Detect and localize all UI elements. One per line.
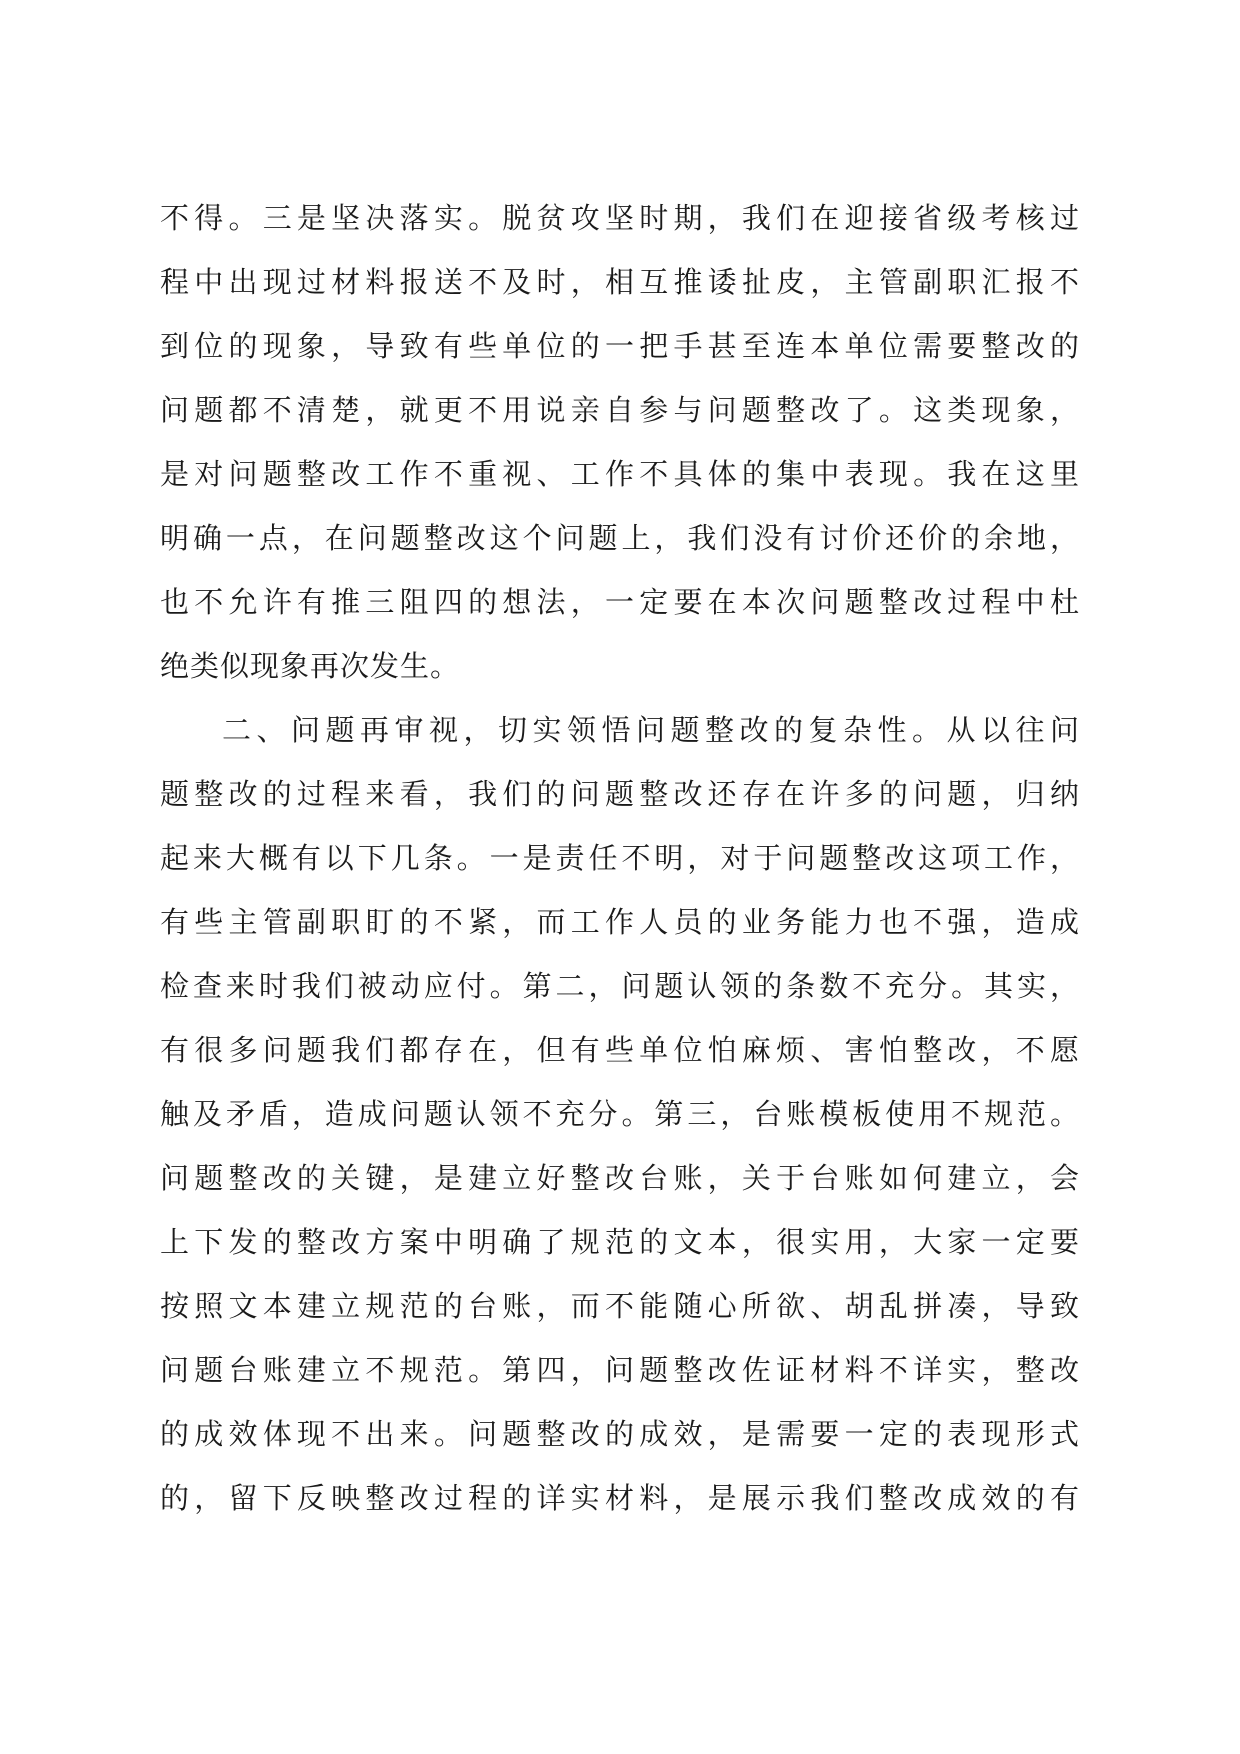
- text-line: 问题台账建立不规范。第四，问题整改佐证材料不详实，整改: [160, 1353, 1080, 1387]
- text-line: 也不允许有推三阻四的想法，一定要在本次问题整改过程中杜: [160, 585, 1080, 619]
- text-line: 起来大概有以下几条。一是责任不明，对于问题整改这项工作，: [160, 841, 1080, 875]
- text-line: 题整改的过程来看，我们的问题整改还存在许多的问题，归纳: [160, 777, 1080, 811]
- paragraph-end-line: 绝类似现象再次发生。: [160, 649, 461, 683]
- text-line: 到位的现象，导致有些单位的一把手甚至连本单位需要整改的: [160, 329, 1080, 363]
- text-line: 有很多问题我们都存在，但有些单位怕麻烦、害怕整改，不愿: [160, 1033, 1080, 1067]
- text-line: 触及矛盾，造成问题认领不充分。第三，台账模板使用不规范。: [160, 1097, 1080, 1131]
- text-line: 明确一点，在问题整改这个问题上，我们没有讨价还价的余地，: [160, 521, 1080, 555]
- text-line: 不得。三是坚决落实。脱贫攻坚时期，我们在迎接省级考核过: [160, 201, 1080, 235]
- paragraph-start-line: 二、问题再审视，切实领悟问题整改的复杂性。从以往问: [222, 713, 1080, 747]
- text-line: 有些主管副职盯的不紧，而工作人员的业务能力也不强，造成: [160, 905, 1080, 939]
- document-body: [160, 186, 1080, 1530]
- text-line: 问题整改的关键，是建立好整改台账，关于台账如何建立，会: [160, 1161, 1080, 1195]
- text-line: 按照文本建立规范的台账，而不能随心所欲、胡乱拼凑，导致: [160, 1289, 1080, 1323]
- text-line: 上下发的整改方案中明确了规范的文本，很实用，大家一定要: [160, 1225, 1080, 1259]
- text-line: 问题都不清楚，就更不用说亲自参与问题整改了。这类现象，: [160, 393, 1080, 427]
- text-line: 检查来时我们被动应付。第二，问题认领的条数不充分。其实，: [160, 969, 1080, 1003]
- text-line: 程中出现过材料报送不及时，相互推诿扯皮，主管副职汇报不: [160, 265, 1080, 299]
- text-line: 的，留下反映整改过程的详实材料，是展示我们整改成效的有: [160, 1481, 1080, 1515]
- text-line: 是对问题整改工作不重视、工作不具体的集中表现。我在这里: [160, 457, 1080, 491]
- text-line: 的成效体现不出来。问题整改的成效，是需要一定的表现形式: [160, 1417, 1080, 1451]
